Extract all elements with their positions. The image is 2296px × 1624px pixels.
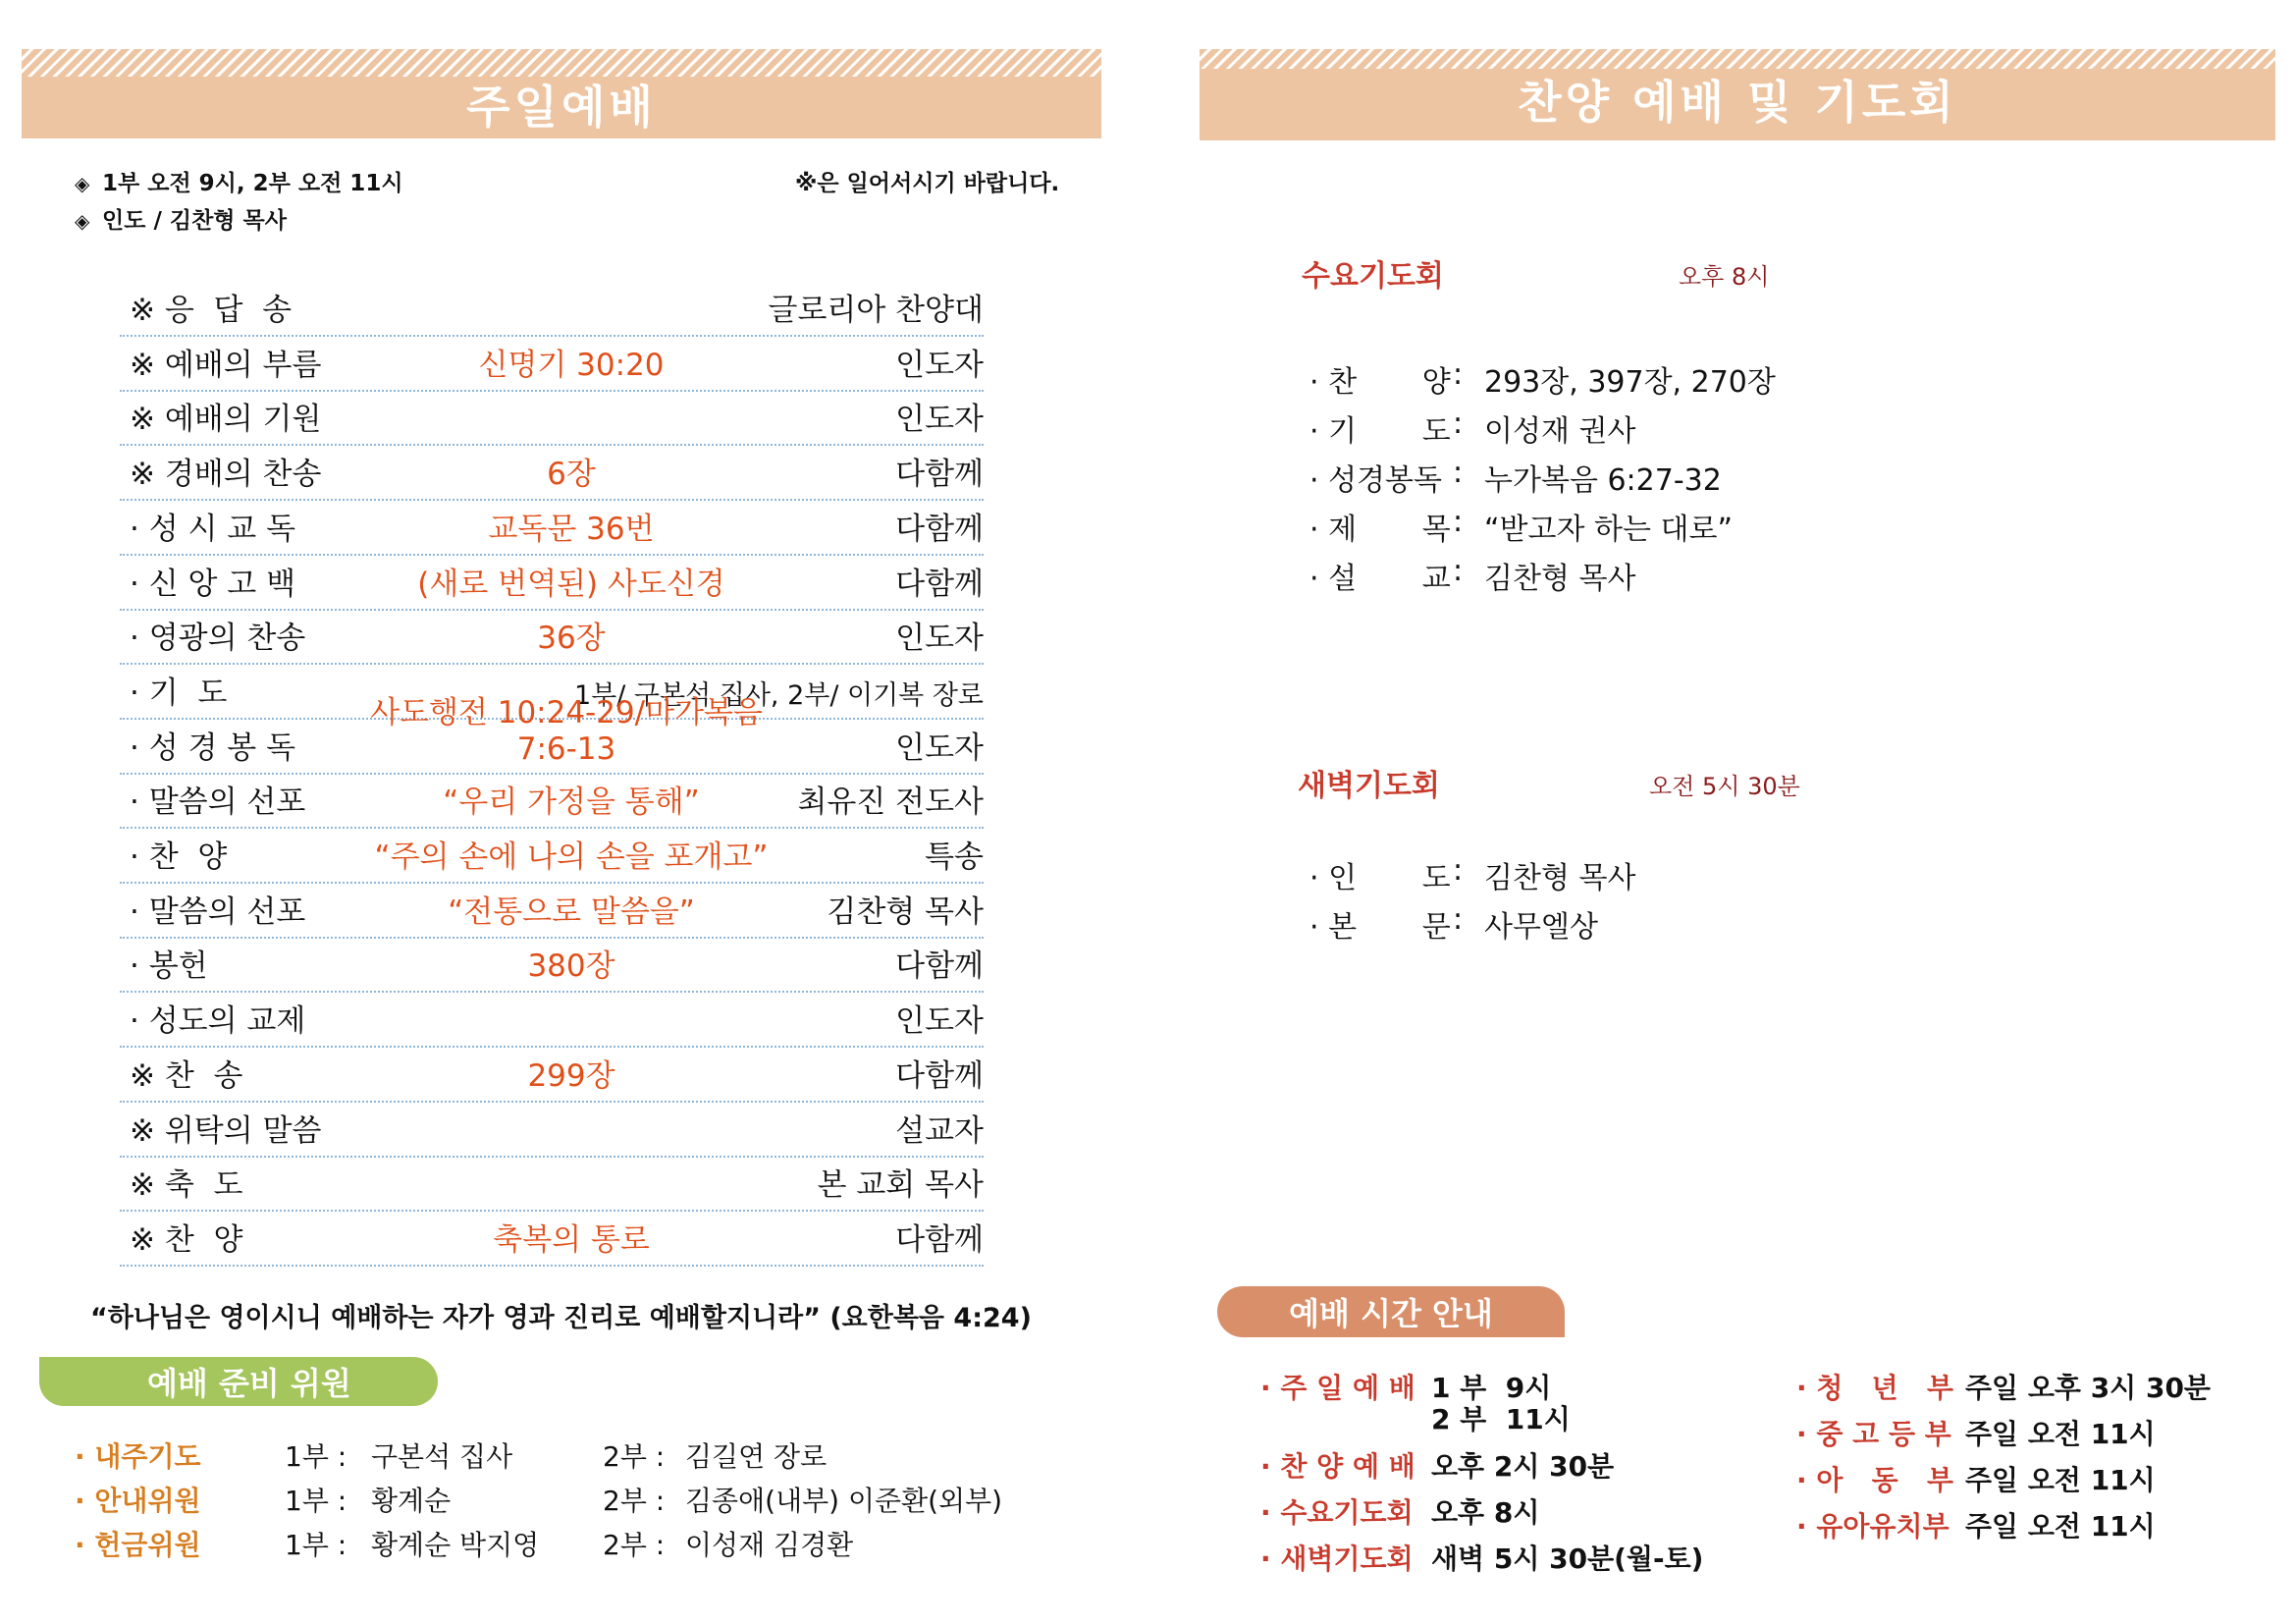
detail-value: 이성재 권사 [1484, 414, 1636, 449]
order-presenter: 본 교회 목사 [817, 1167, 984, 1204]
order-presenter: 다함께 [895, 1057, 984, 1094]
order-row [120, 445, 984, 501]
service-times-line [75, 165, 403, 197]
order-detail: 36장 [537, 621, 606, 657]
detail-key: · 본 문 [1309, 910, 1451, 945]
schedule-label: · 유아유치부 [1796, 1510, 1949, 1543]
order-presenter: 인도자 [895, 347, 984, 383]
order-presenter: 설교자 [895, 1112, 984, 1149]
order-row [120, 1047, 984, 1103]
order-detail: 교독문 36번 [488, 511, 655, 547]
order-presenter: 다함께 [895, 948, 984, 985]
left-banner-title: 주일예배 [466, 80, 657, 134]
order-row [120, 773, 984, 829]
order-label: · 봉헌 [130, 948, 208, 985]
order-presenter: 인도자 [895, 621, 984, 657]
schedule-label: · 수요기도회 [1260, 1496, 1414, 1529]
detail-key: · 설 교 [1309, 562, 1451, 596]
detail-key: · 인 도 [1309, 861, 1451, 895]
prep-part1-name: 황계순 [371, 1485, 452, 1517]
order-label: ※ 찬 양 [130, 1221, 243, 1258]
stand-note: ※은 일어서시기 바랍니다. [795, 171, 1060, 196]
order-presenter: 인도자 [895, 1003, 984, 1040]
order-label: ※ 축 도 [130, 1167, 243, 1204]
leader-line [75, 202, 287, 235]
order-detail: “우리 가정을 통해” [443, 785, 700, 821]
prep-role: · 안내위원 [75, 1485, 201, 1517]
detail-colon: : [1453, 456, 1464, 490]
prep-role: · 내주기도 [75, 1440, 201, 1473]
schedule-time: 새벽 5시 30분(월-토) [1431, 1543, 1704, 1575]
prep-part1-name: 구본석 집사 [371, 1440, 513, 1473]
schedule-time: 1 부 9시 [1431, 1372, 1552, 1404]
schedule-label: · 중 고 등 부 [1796, 1418, 1951, 1450]
schedule-label: · 아 동 부 [1796, 1464, 1954, 1496]
order-detail: 축복의 통로 [493, 1221, 650, 1258]
detail-value: 김찬형 목사 [1484, 861, 1636, 895]
order-label: ※ 예배의 부름 [130, 347, 322, 383]
order-presenter: 최유진 전도사 [797, 785, 984, 821]
order-presenter: 다함께 [895, 511, 984, 547]
order-label: ※ 경배의 찬송 [130, 457, 322, 493]
order-detail: 신명기 30:20 [478, 347, 665, 383]
schedule-time: 오후 8시 [1431, 1496, 1540, 1529]
prep-part1-label: 1부 : [285, 1485, 347, 1517]
order-label: ※ 예배의 기원 [130, 402, 322, 438]
detail-key: · 성경봉독 [1309, 463, 1442, 498]
service-times: 1부 오전 9시, 2부 오전 11시 [102, 171, 403, 196]
schedule-header [1217, 1286, 1565, 1337]
order-row [120, 500, 984, 556]
order-row [120, 1211, 984, 1267]
prep-part1-label: 1부 : [285, 1440, 347, 1473]
order-detail: 299장 [527, 1057, 615, 1094]
left-banner [22, 49, 1101, 138]
schedule-time: 주일 오전 11시 [1965, 1510, 2156, 1543]
prep-role: · 헌금위원 [75, 1529, 201, 1561]
schedule-label: · 찬 양 예 배 [1260, 1450, 1415, 1483]
prep-committee-header [39, 1357, 438, 1406]
prep-part2-label: 2부 : [603, 1485, 666, 1517]
diamond-icon: ◈ [75, 172, 90, 195]
detail-key: · 기 도 [1309, 414, 1451, 449]
order-presenter: 1부/ 구본석 집사, 2부/ 이기복 장로 [573, 679, 984, 711]
order-label: · 성 시 교 독 [130, 511, 296, 547]
order-presenter: 다함께 [895, 457, 984, 493]
order-row [120, 609, 984, 665]
order-presenter: 다함께 [895, 566, 984, 602]
order-row [120, 555, 984, 611]
order-row [120, 992, 984, 1048]
order-label: ※ 찬 송 [130, 1057, 243, 1094]
order-row [120, 1156, 984, 1212]
scripture-verse: “하나님은 영이시니 예배하는 자가 영과 진리로 예배할지니라” (요한복음 4:24) [90, 1303, 1032, 1333]
detail-colon: : [1453, 554, 1464, 588]
order-label: · 말씀의 선포 [130, 893, 306, 930]
detail-value: “받고자 하는 대로” [1484, 513, 1734, 547]
schedule-label: · 청 년 부 [1796, 1372, 1954, 1404]
order-detail: 380장 [527, 948, 615, 985]
schedule-title: 예배 시간 안내 [1289, 1295, 1493, 1332]
order-label: · 성 경 봉 독 [130, 730, 296, 766]
order-presenter: 특송 [925, 839, 984, 875]
prep-committee-title: 예배 준비 위원 [147, 1365, 351, 1402]
order-presenter: 인도자 [895, 402, 984, 438]
prep-part1-name: 황계순 박지영 [371, 1529, 540, 1561]
detail-key: · 제 목 [1309, 513, 1451, 547]
schedule-time: 주일 오전 11시 [1965, 1418, 2156, 1450]
order-presenter: 다함께 [895, 1221, 984, 1258]
order-label: · 성도의 교제 [130, 1003, 306, 1040]
wed-prayer-title: 수요기도회 [1302, 259, 1444, 294]
diamond-icon: ◈ [75, 209, 90, 233]
order-row [120, 390, 984, 446]
schedule-label: · 주 일 예 배 [1260, 1372, 1415, 1404]
order-presenter: 김찬형 목사 [827, 893, 984, 930]
order-label: · 신 앙 고 백 [130, 566, 296, 602]
order-label: · 영광의 찬송 [130, 621, 306, 657]
order-label: ※ 응 답 송 [130, 293, 293, 328]
prep-part2-name: 이성재 김경환 [685, 1529, 854, 1561]
prep-part2-name: 김종애(내부) 이준환(외부) [685, 1485, 1003, 1517]
order-presenter: 인도자 [895, 730, 984, 766]
order-row [120, 937, 984, 993]
prep-part1-label: 1부 : [285, 1529, 347, 1561]
order-presenter: 글로리아 찬양대 [768, 293, 984, 328]
order-label: · 말씀의 선포 [130, 785, 306, 821]
order-detail: (새로 번역된) 사도신경 [417, 566, 725, 602]
order-label: · 기 도 [130, 675, 228, 711]
detail-key: · 찬 양 [1309, 365, 1451, 400]
order-detail: 6장 [547, 457, 596, 493]
detail-value: 293장, 397장, 270장 [1484, 365, 1776, 400]
order-detail: “전통으로 말씀을” [448, 893, 695, 930]
order-label: ※ 위탁의 말씀 [130, 1112, 322, 1149]
schedule-label: · 새벽기도회 [1260, 1543, 1414, 1575]
dawn-prayer-title: 새벽기도회 [1298, 769, 1440, 803]
dawn-prayer-time: 오전 5시 30분 [1649, 773, 1800, 800]
order-row [120, 828, 984, 884]
wed-prayer-time: 오후 8시 [1679, 263, 1770, 291]
detail-colon: : [1453, 406, 1464, 441]
prep-part2-label: 2부 : [603, 1529, 666, 1561]
detail-colon: : [1453, 505, 1464, 539]
order-row [120, 281, 984, 337]
schedule-time: 주일 오후 3시 30분 [1965, 1372, 2211, 1404]
order-detail: 사도행전 10:24-29/마가복음 7:6-13 [370, 694, 763, 767]
order-detail: “주의 손에 나의 손을 포개고” [374, 839, 769, 875]
detail-value: 김찬형 목사 [1484, 562, 1636, 596]
right-banner-title: 찬양 예배 및 기도회 [1518, 75, 1957, 129]
order-label: · 찬 양 [130, 839, 228, 875]
schedule-time: 오후 2시 30분 [1431, 1450, 1615, 1483]
prep-part2-name: 김길연 장로 [685, 1440, 828, 1473]
order-row [120, 336, 984, 392]
detail-colon: : [1453, 853, 1464, 888]
leader: 인도 / 김찬형 목사 [102, 208, 287, 234]
detail-value: 누가복음 6:27-32 [1484, 463, 1722, 498]
schedule-time: 2 부 11시 [1431, 1403, 1571, 1435]
detail-colon: : [1453, 357, 1464, 392]
right-banner [1200, 49, 2275, 140]
detail-value: 사무엘상 [1484, 910, 1598, 945]
order-row [120, 1102, 984, 1158]
detail-colon: : [1453, 902, 1464, 937]
prep-part2-label: 2부 : [603, 1440, 666, 1473]
order-row [120, 883, 984, 939]
schedule-time: 주일 오전 11시 [1965, 1464, 2156, 1496]
